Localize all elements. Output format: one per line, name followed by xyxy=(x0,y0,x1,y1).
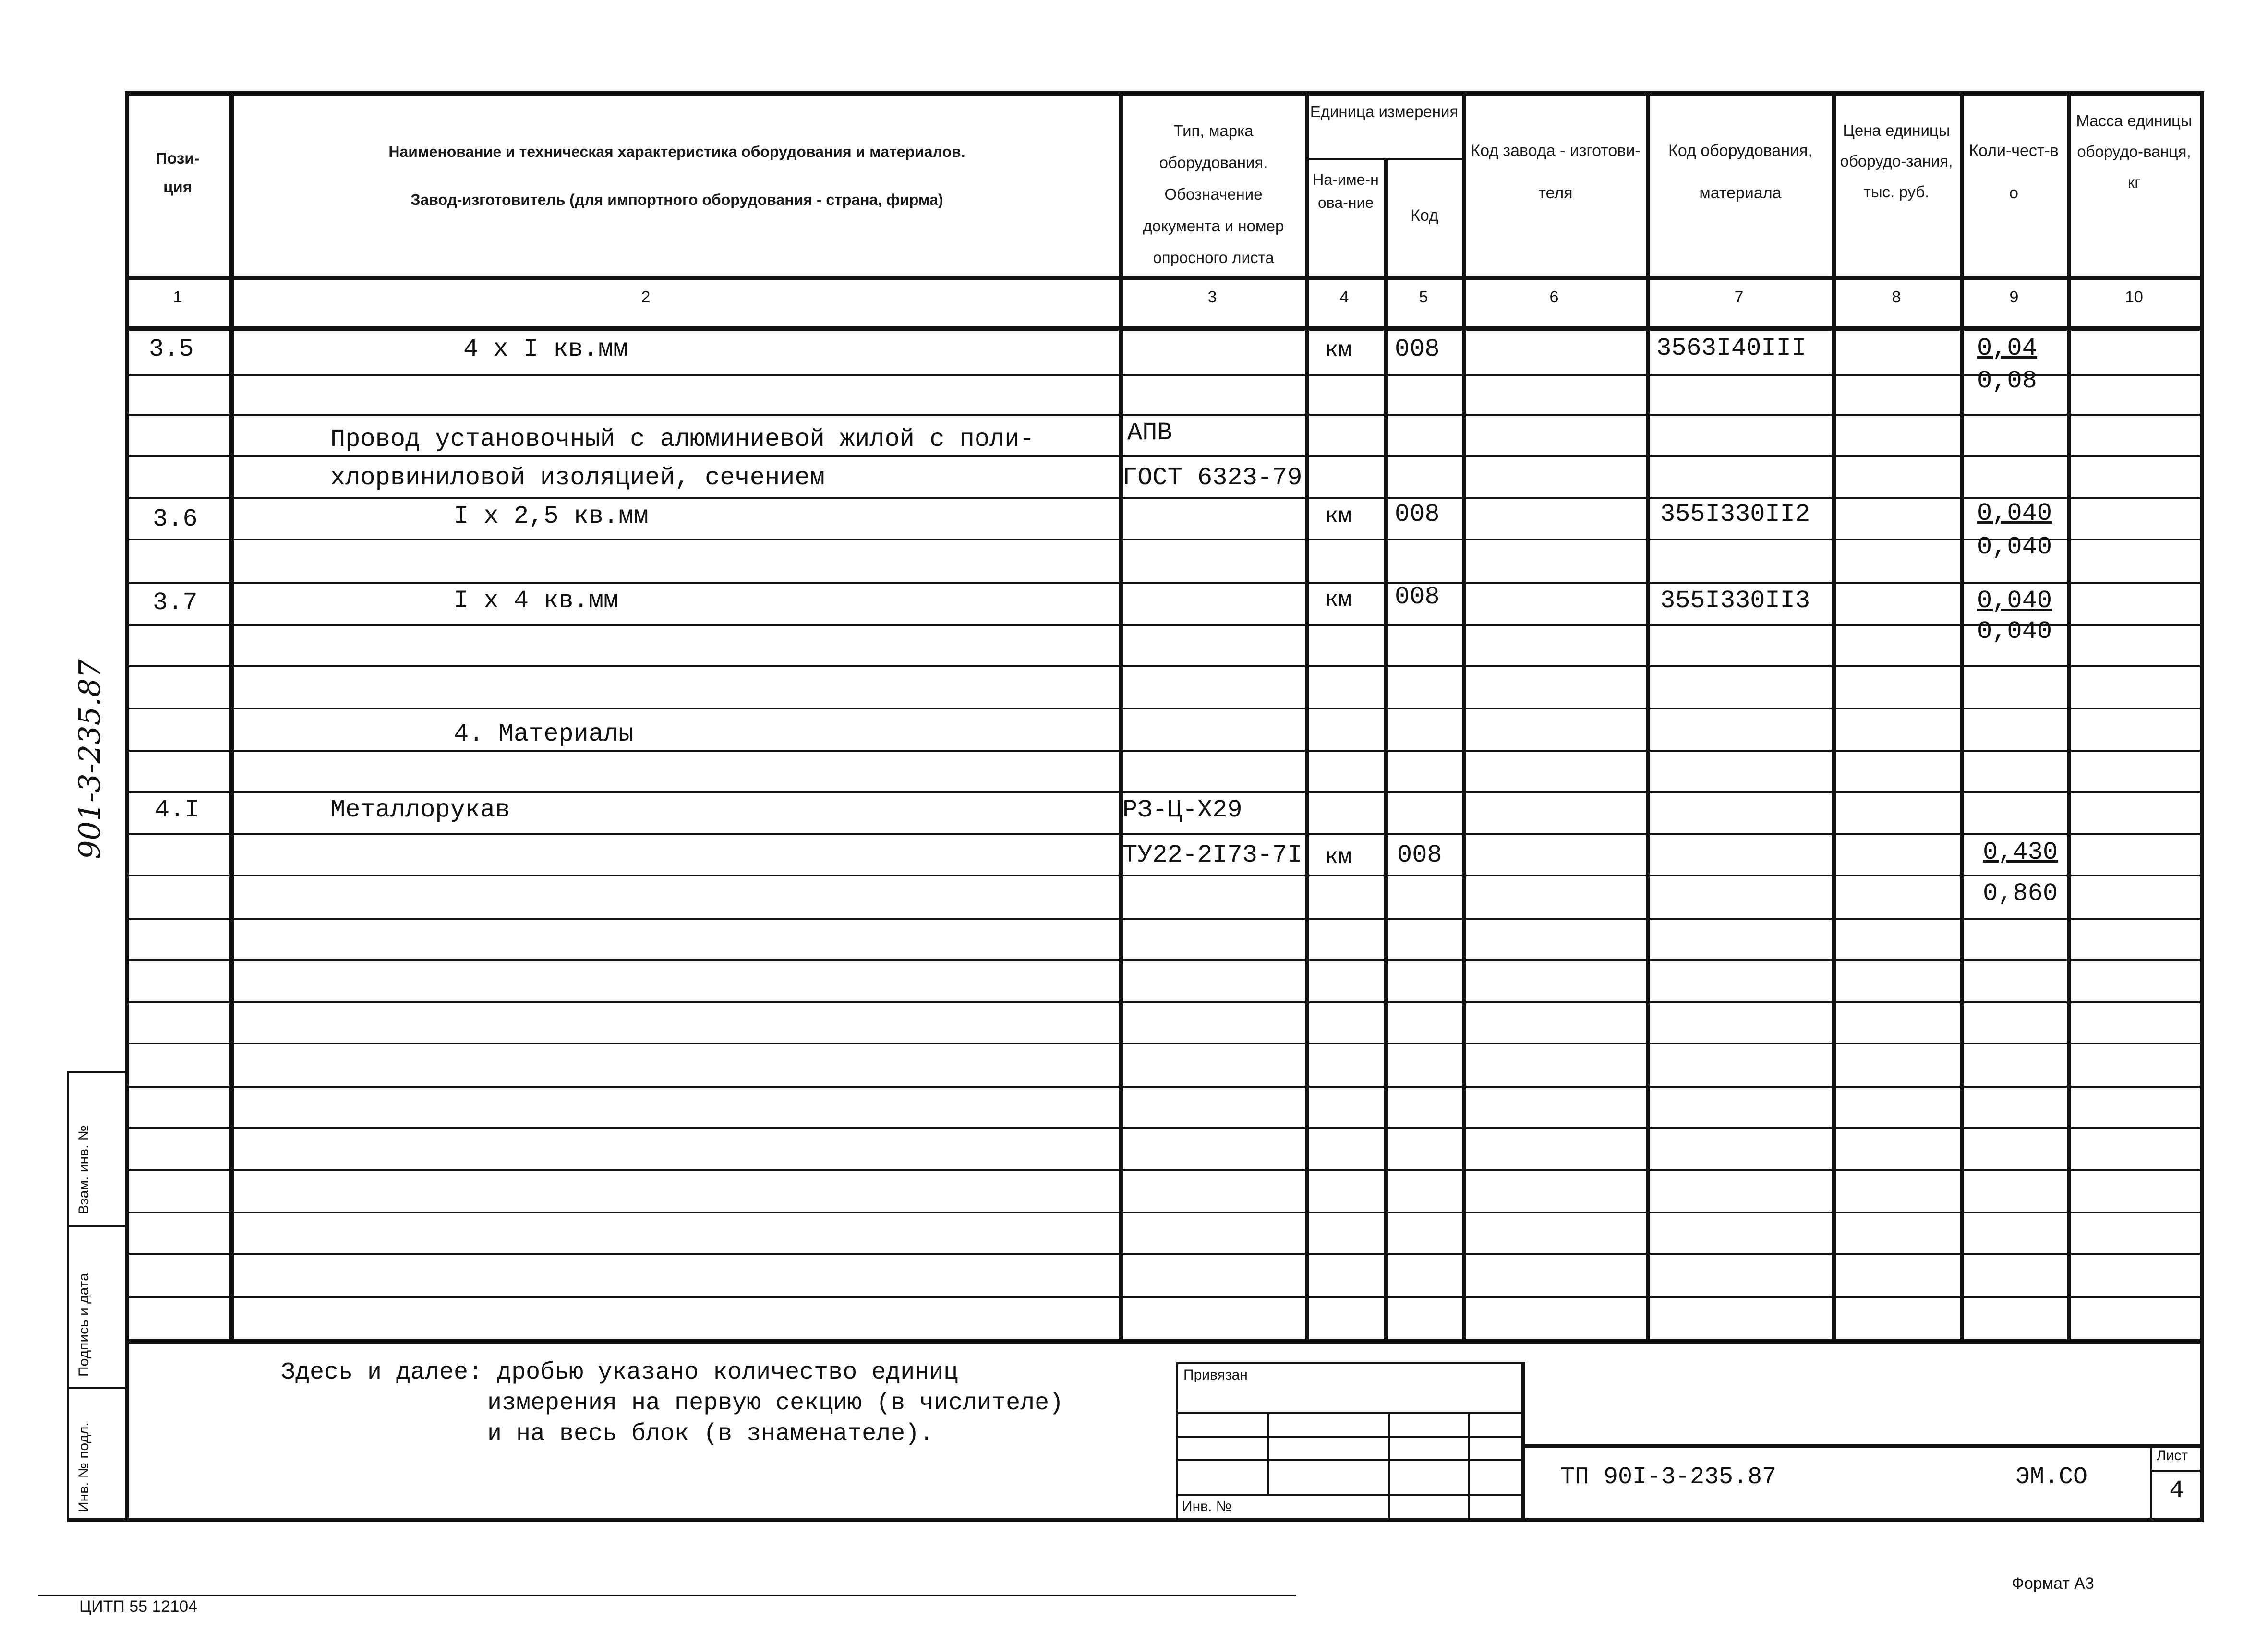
unit-sub-line xyxy=(1305,158,1462,160)
note-line3: и на весь блок (в знаменателе). xyxy=(487,1420,934,1448)
wire-desc-line1: Провод установочный с алюминиевой жилой с поли- xyxy=(330,425,1035,454)
strip-inv-podl: Инв. № подл. xyxy=(76,1422,92,1512)
header-quantity: Коли-чест-во xyxy=(1969,142,2059,202)
colnum-9: 9 xyxy=(2009,288,2019,306)
stamp-inv: Инв. № xyxy=(1182,1499,1231,1514)
strip-vzam-inv: Взам. инв. № xyxy=(76,1125,92,1214)
row-divider xyxy=(125,791,2204,793)
row-3-7-unit: км xyxy=(1325,588,1352,612)
row-divider xyxy=(125,1253,2204,1255)
row-4-1-unit: км xyxy=(1325,845,1352,870)
row-3-5-name: 4 х I кв.мм xyxy=(463,335,628,363)
doc-designation: ТП 90I-3-235.87 xyxy=(1560,1464,1777,1491)
row-divider xyxy=(125,665,2204,667)
row-divider xyxy=(125,1169,2204,1171)
stamp-row1 xyxy=(1176,1412,1523,1414)
row-divider xyxy=(125,708,2204,709)
row-divider xyxy=(125,1212,2204,1213)
row-divider xyxy=(125,750,2204,752)
row-3-7-pos: 3.7 xyxy=(153,588,198,617)
note-line2: измерения на первую секцию (в числителе) xyxy=(487,1390,1064,1417)
stamp-privyazan: Привязан xyxy=(1183,1367,1248,1383)
row-4-1-type: РЗ-Ц-Х29 xyxy=(1122,796,1243,824)
frame-right xyxy=(2200,91,2204,1522)
wire-gost: ГОСТ 6323-79 xyxy=(1122,464,1303,492)
wire-type: АПВ xyxy=(1127,419,1172,447)
row-divider xyxy=(125,1001,2204,1003)
colnum-10: 10 xyxy=(2125,288,2143,306)
row-3-6-unit: км xyxy=(1325,504,1352,529)
list-cell-mid xyxy=(2150,1470,2203,1472)
strip-div1 xyxy=(67,1225,126,1227)
header-name-line1: Наименование и техническая характеристика оборудования и материалов. xyxy=(388,143,965,160)
header-type: Тип, марка оборудования. Обозначение документа и номер опросного листа xyxy=(1143,122,1284,266)
header-unit-code: Код xyxy=(1411,206,1438,225)
row-3-6-material: 355I330II2 xyxy=(1660,500,1810,528)
colnum-8: 8 xyxy=(1892,288,1901,306)
colnum-bottom xyxy=(125,326,2204,331)
frame-left xyxy=(125,91,129,1522)
row-4-1-qty-bottom: 0,860 xyxy=(1983,879,2058,908)
footer-left: ЦИТП 55 12104 xyxy=(79,1597,198,1616)
row-3-7-code: 008 xyxy=(1395,583,1440,611)
row-3-6-qty-top: 0,040 xyxy=(1977,499,2052,528)
colnum-4: 4 xyxy=(1339,288,1349,306)
frame-top xyxy=(125,91,2204,96)
colnum-3: 3 xyxy=(1207,288,1217,306)
strip-podpis: Подпись и дата xyxy=(76,1273,92,1377)
row-divider xyxy=(125,875,2204,876)
row-divider xyxy=(125,582,2204,584)
stamp-row2 xyxy=(1176,1436,1523,1438)
row-3-5-pos: 3.5 xyxy=(149,335,194,363)
row-3-7-qty-top: 0,040 xyxy=(1977,587,2052,615)
row-divider xyxy=(125,1043,2204,1044)
colnum-7: 7 xyxy=(1734,288,1744,306)
header-name-line2: Завод-изготовитель (для импортного оборудования - страна, фирма) xyxy=(410,191,943,208)
row-3-6-qty-bottom: 0,040 xyxy=(1977,533,2052,561)
header-price: Цена единицы оборудо-зания, тыс. руб. xyxy=(1840,121,1953,201)
strip-top xyxy=(67,1071,126,1073)
list-number: 4 xyxy=(2169,1476,2184,1505)
header-bottom xyxy=(125,276,2204,280)
row-3-7-qty-bottom: 0,040 xyxy=(1977,617,2052,646)
strip-div2 xyxy=(67,1387,126,1389)
row-divider xyxy=(125,1339,2204,1344)
doc-mark: ЭМ.СО xyxy=(2015,1464,2088,1491)
row-4-1-code: 008 xyxy=(1397,841,1442,869)
header-material-code: Код оборудования, материала xyxy=(1668,142,1812,202)
frame-bottom xyxy=(67,1518,2204,1522)
row-3-6-pos: 3.6 xyxy=(153,505,198,533)
row-divider xyxy=(125,624,2204,626)
list-cell-left xyxy=(2150,1444,2152,1520)
row-divider xyxy=(125,1127,2204,1129)
header-position: Пози- ция xyxy=(156,149,200,196)
row-divider xyxy=(125,918,2204,920)
header-factory-code: Код завода - изготови-теля xyxy=(1471,142,1641,202)
row-3-7-name: I х 4 кв.мм xyxy=(454,587,619,615)
row-4-1-name: Металлорукав xyxy=(330,796,510,824)
row-divider xyxy=(125,455,2204,457)
row-divider xyxy=(125,539,2204,540)
header-unit-name: На-име-нова-ние xyxy=(1313,171,1379,211)
colnum-2: 2 xyxy=(641,288,651,306)
row-divider xyxy=(125,374,2204,376)
row-4-1-tu: ТУ22-2I73-7I xyxy=(1122,841,1303,869)
wire-desc-line2: хлорвиниловой изоляцией, сечением xyxy=(330,464,825,492)
row-3-5-unit: км xyxy=(1325,338,1352,363)
header-unit: Единица измерения xyxy=(1310,103,1459,120)
side-doc-code: 901-3-235.87 xyxy=(72,659,107,859)
stamp-right xyxy=(1521,1362,1525,1520)
row-3-5-material: 3563I40III xyxy=(1656,334,1807,362)
footer-right: Формат А3 xyxy=(2012,1574,2094,1593)
stamp-left xyxy=(1176,1362,1178,1520)
row-4-1-qty-top: 0,430 xyxy=(1983,838,2058,866)
colnum-6: 6 xyxy=(1549,288,1559,306)
row-3-6-name: I х 2,5 кв.мм xyxy=(454,502,649,530)
stamp-div3 xyxy=(1468,1412,1470,1520)
row-divider xyxy=(125,959,2204,961)
row-divider xyxy=(125,497,2204,499)
stamp-row3 xyxy=(1176,1459,1523,1461)
row-divider xyxy=(125,1296,2204,1298)
colnum-1: 1 xyxy=(173,288,182,306)
note-line1: Здесь и далее: дробью указано количество единиц xyxy=(281,1359,958,1386)
row-divider xyxy=(125,833,2204,835)
row-3-7-material: 355I330II3 xyxy=(1660,587,1810,615)
stamp-row4 xyxy=(1176,1494,1523,1496)
stamp-div2 xyxy=(1388,1412,1390,1520)
row-3-5-qty-bottom: 0,08 xyxy=(1977,367,2037,395)
title-block-top xyxy=(1521,1444,2203,1448)
strip-left xyxy=(67,1071,69,1520)
list-label: Лист xyxy=(2157,1448,2188,1464)
row-divider xyxy=(125,1086,2204,1088)
row-3-5-code: 008 xyxy=(1395,335,1440,363)
row-4-1-pos: 4.I xyxy=(155,796,200,824)
stamp-div1 xyxy=(1267,1412,1269,1494)
row-3-5-qty-top: 0,04 xyxy=(1977,334,2037,362)
col-div-4 xyxy=(1384,158,1388,1339)
row-3-6-code: 008 xyxy=(1395,500,1440,528)
stamp-top xyxy=(1176,1362,1523,1364)
footer-line xyxy=(38,1595,1296,1596)
section-materials: 4. Материалы xyxy=(454,720,634,748)
row-divider xyxy=(125,414,2204,416)
header-mass: Масса единицы оборудо-ванця, кг xyxy=(2076,112,2192,191)
colnum-5: 5 xyxy=(1419,288,1428,306)
